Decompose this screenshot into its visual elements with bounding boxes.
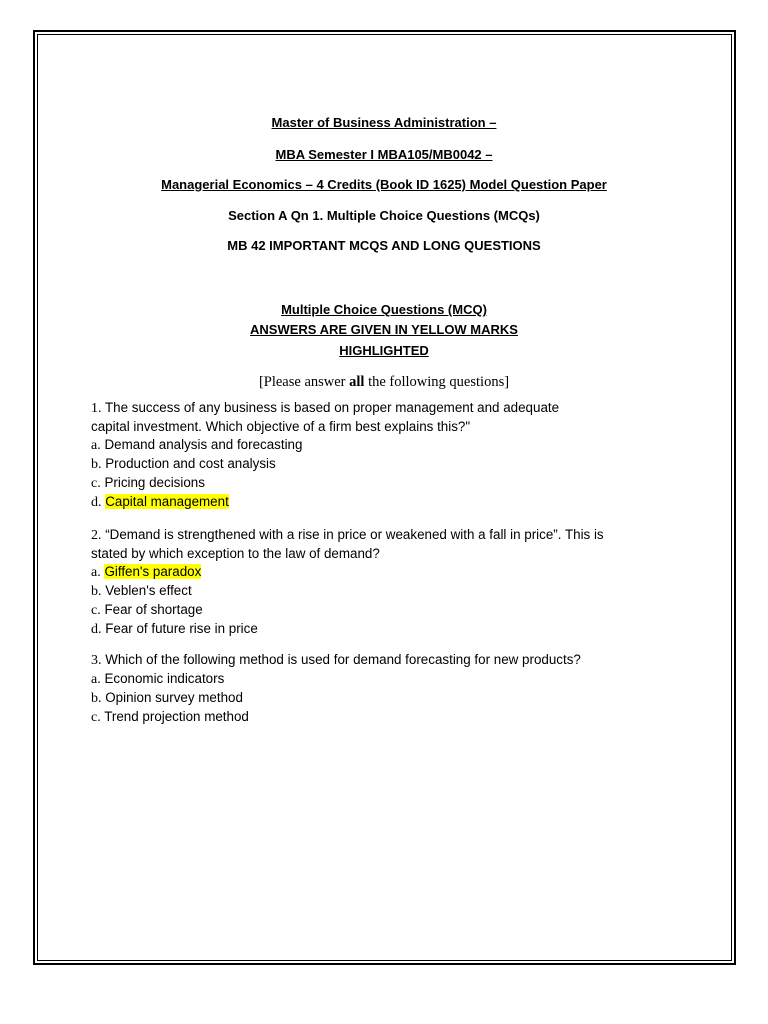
option-text: Production and cost analysis <box>105 456 276 471</box>
instruction-post: the following questions] <box>364 374 510 390</box>
option-text: Veblen's effect <box>105 583 192 598</box>
answer-highlight: Giffen's paradox <box>104 564 202 579</box>
option-letter: c. <box>91 603 101 618</box>
question-number: 1. <box>91 401 102 416</box>
instruction-bold: all <box>349 374 365 390</box>
question-text-line-2: capital investment. Which objective of a firm best explains this?" <box>91 419 471 434</box>
highlighted-note: HIGHLIGHTED <box>339 343 429 358</box>
option-letter: c. <box>91 710 101 725</box>
heading-semester: MBA Semester I MBA105/MB0042 – <box>275 147 493 162</box>
option-a <box>91 436 691 455</box>
option-c <box>91 708 691 727</box>
question-2 <box>91 526 691 639</box>
option-text: Trend projection method <box>104 709 249 724</box>
option-d <box>91 620 691 639</box>
option-letter: a. <box>91 438 101 453</box>
option-a-answer <box>91 563 691 582</box>
option-letter: b. <box>91 457 102 472</box>
option-b <box>91 582 691 601</box>
option-a <box>91 670 691 689</box>
answers-note: ANSWERS ARE GIVEN IN YELLOW MARKS <box>250 322 518 337</box>
option-letter: b. <box>91 691 102 706</box>
question-3 <box>91 651 691 727</box>
option-text: Economic indicators <box>104 671 225 686</box>
option-letter: a. <box>91 565 101 580</box>
option-c <box>91 601 691 620</box>
option-text: Opinion survey method <box>105 690 243 705</box>
instruction-pre: [Please answer <box>258 374 350 390</box>
question-1 <box>91 399 691 512</box>
option-letter: b. <box>91 584 102 599</box>
heading-section: Section A Qn 1. Multiple Choice Questions (MCQs) <box>228 208 540 223</box>
option-text: Demand analysis and forecasting <box>104 437 303 452</box>
option-c <box>91 474 691 493</box>
question-text-line-1 <box>91 526 691 545</box>
option-b <box>91 455 691 474</box>
option-letter: d. <box>91 495 102 510</box>
question-text: Which of the following method is used for demand forecasting for new products? <box>101 652 581 667</box>
question-text-line-1 <box>91 399 691 418</box>
heading-course: Managerial Economics – 4 Credits (Book ID 1625) Model Question Paper <box>161 177 607 192</box>
question-text-line-2: stated by which exception to the law of demand? <box>91 546 380 561</box>
option-letter: a. <box>91 672 101 687</box>
option-letter: c. <box>91 476 101 491</box>
option-letter: d. <box>91 622 102 637</box>
mcq-title: Multiple Choice Questions (MCQ) <box>281 302 487 317</box>
question-number: 3. <box>91 653 102 668</box>
heading-important: MB 42 IMPORTANT MCQS AND LONG QUESTIONS <box>227 238 541 253</box>
question-text: “Demand is strengthened with a rise in price or weakened with a fall in price”. This is <box>101 527 604 542</box>
option-text: Fear of shortage <box>104 602 203 617</box>
option-d-answer <box>91 493 691 512</box>
question-text-line-1 <box>91 651 691 670</box>
question-number: 2. <box>91 528 102 543</box>
option-text: Pricing decisions <box>104 475 205 490</box>
heading-program: Master of Business Administration – <box>271 115 497 130</box>
answer-highlight: Capital management <box>105 494 229 509</box>
option-b <box>91 689 691 708</box>
instruction-line <box>0 373 768 391</box>
question-text: The success of any business is based on proper management and adequate <box>101 400 560 415</box>
option-text: Fear of future rise in price <box>105 621 258 636</box>
